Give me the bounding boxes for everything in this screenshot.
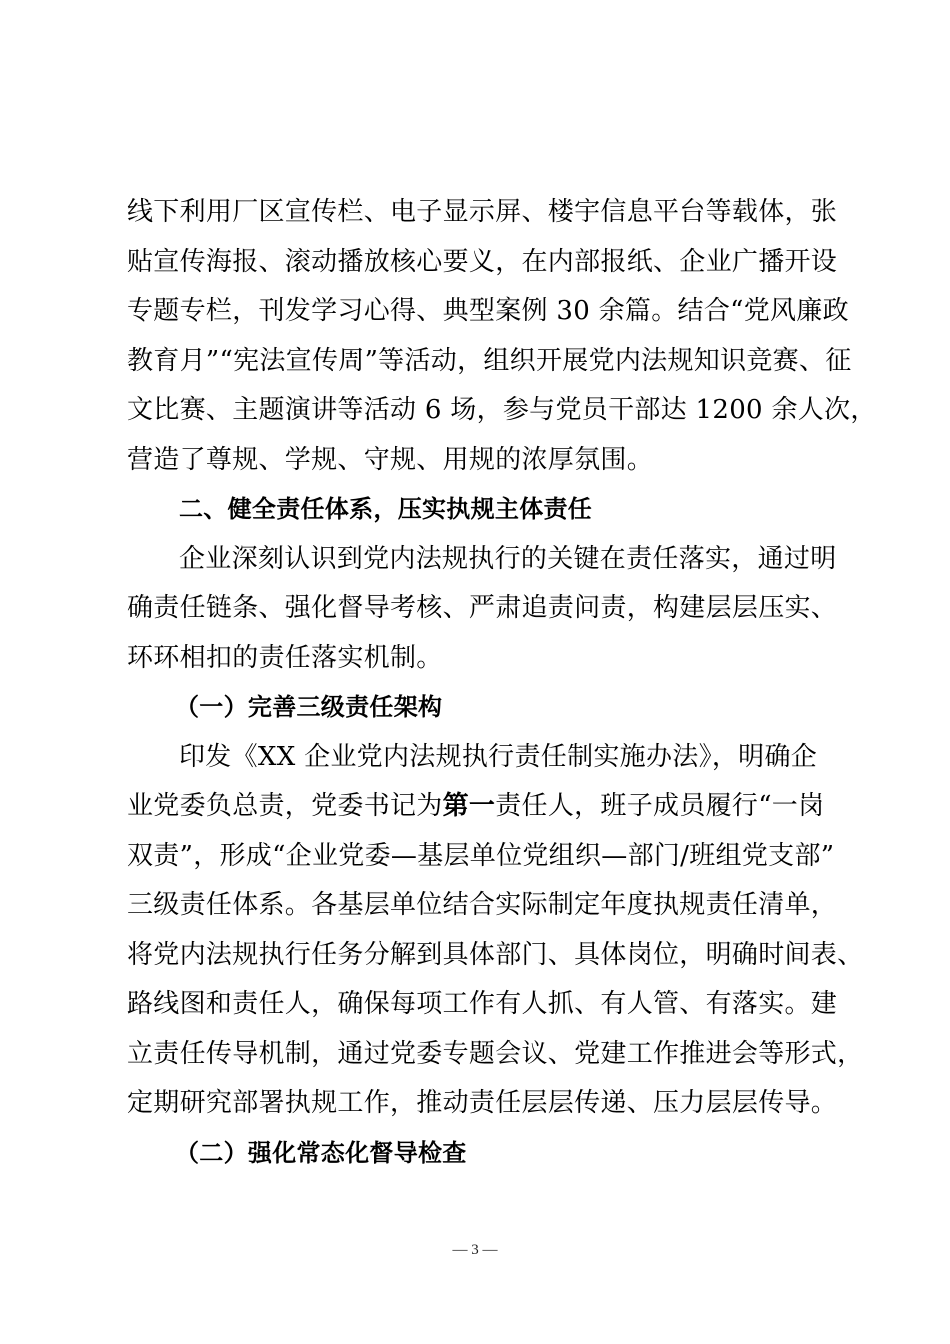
paragraph-continued [127, 188, 877, 1178]
text-line: 路线图和责任人，确保每项工作有人抓、有人管、有落实。建 [127, 989, 838, 1019]
text-line: 印发《XX 企业党内法规执行责任制实施办法》，明确企 [179, 741, 818, 772]
text-line: 定期研究部署执规工作，推动责任层层传递、压力层层传导。 [127, 1088, 838, 1118]
bold-text-segment: 第一 [442, 791, 496, 821]
text-line: 双责”，形成“企业党委—基层单位党组织—部门/班组党支部” [127, 840, 835, 871]
text-line: 线下利用厂区宣传栏、电子显示屏、楼宇信息平台等载体，张 [127, 197, 838, 227]
text-line: 三级责任体系。各基层单位结合实际制定年度执规责任清单， [127, 890, 838, 920]
text-line: 营造了尊规、学规、守规、用规的浓厚氛围。 [127, 444, 654, 475]
text-line: 立责任传导机制，通过党委专题会议、党建工作推进会等形式， [127, 1038, 864, 1069]
text-line: 专题专栏，刊发学习心得、典型案例 30 余篇。结合“党风廉政 [127, 296, 849, 326]
section-heading: 二、健全责任体系，压实执规主体责任 [179, 495, 593, 523]
text-line [127, 782, 847, 832]
text-line: 企业深刻认识到党内法规执行的关键在责任落实，通过明 [179, 543, 837, 574]
subsection-heading: （二）强化常态化督导检查 [175, 1138, 467, 1167]
text-line: 环环相扣的责任落实机制。 [127, 642, 443, 673]
text-line: 贴宣传海报、滚动播放核心要义，在内部报纸、企业广播开设 [127, 246, 838, 277]
text-line: 确责任链条、强化督导考核、严肃追责问责，构建层层压实、 [127, 593, 838, 623]
text-line: 教育月”“宪法宣传周”等活动，组织开展党内法规知识竞赛、征 [127, 345, 852, 376]
text-line: 将党内法规执行任务分解到具体部门、具体岗位，明确时间表、 [127, 939, 864, 970]
text-line: 文比赛、主题演讲等活动 6 场，参与党员干部达 1200 余人次， [127, 395, 877, 425]
text-segment: 责任人，班子成员履行“一岗 [495, 791, 825, 821]
text-segment: 业党委负总责，党委书记为 [127, 791, 443, 821]
page-number: — 3 — [452, 1242, 498, 1258]
subsection-heading: （一）完善三级责任架构 [175, 693, 443, 721]
